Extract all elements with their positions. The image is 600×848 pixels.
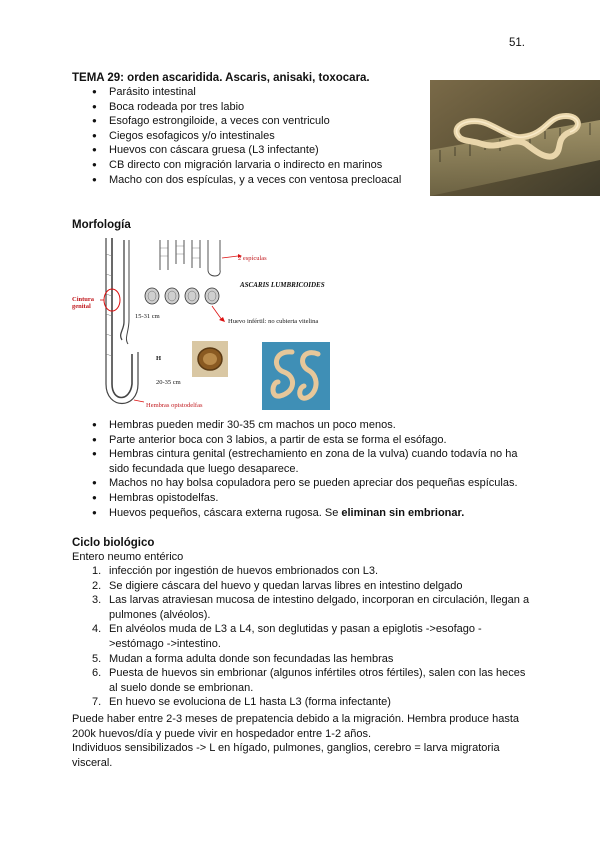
female-size-label: 20-35 cm [156,379,181,386]
cintura-genital-label: Cintura genital [72,296,95,310]
bullet-bold-text: eliminan sin embrionar. [341,506,465,519]
list-item: ● Hembras opistodelfas. [92,491,532,506]
coiled-worms-photo [262,342,330,410]
list-item: ● Macho con dos espículas, y a veces con ventosa precloacal [92,173,432,188]
step-number: 3. [92,594,102,607]
list-item: ● Boca rodeada por tres labio [92,100,432,115]
intro-bullet-list [92,85,432,187]
page-number: 51. [509,37,525,49]
list-item: ● Huevos con cáscara gruesa (L3 infectante) [92,143,432,158]
morphology-heading: Morfología [72,219,131,231]
page-title: TEMA 29: orden ascaridida. Ascaris, anisaki, toxocara. [72,72,370,84]
step-text: En alvéolos muda de L3 a L4, son deglutidas y pasan a epiglotis ->esofago ->estómago ->intestino. [109,623,482,650]
step-number: 4. [92,623,102,636]
espiculas-label: 2 espículas [238,255,267,262]
step-text: En huevo se evoluciona de L1 hasta L3 (forma infectante) [109,696,391,709]
female-mark-label: H [156,355,162,362]
step-number: 6. [92,667,102,680]
list-item: ● Parásito intestinal [92,85,432,100]
male-size-label: 15-31 cm [135,313,160,320]
bullet-text: Huevos pequeños, cáscara externa rugosa. Se [109,506,342,519]
list-item [92,506,532,521]
ascaris-ruler-photo [430,80,600,196]
larva-migratoria-paragraph: Individuos sensibilizados -> L en hígado, pulmones, ganglios, cerebro = larva migratoria visceral. [72,742,500,769]
list-item: ● Hembras pueden medir 30-35 cm machos un poco menos. [92,418,532,433]
list-item [92,593,532,622]
list-item [92,695,532,710]
prepatency-paragraph: Puede haber entre 2-3 meses de prepatencia debido a la migración. Hembra produce hasta 200k huevos/día y puede vivir en hospedador entre 1-2 años. [72,713,519,740]
step-number: 1. [92,565,102,577]
list-item: ● Parte anterior boca con 3 labios, a partir de esta se forma el esófago. [92,433,532,448]
cycle-heading: Ciclo biológico [72,537,155,549]
list-item: ● Ciegos esofagicos y/o intestinales [92,129,432,144]
step-text: Se digiere cáscara del huevo y quedan larvas libres en intestino delgado [109,579,463,592]
step-number: 5. [92,652,102,665]
cycle-subtitle: Entero neumo entérico [72,551,184,563]
morphology-bullet-list [92,418,532,520]
list-item: ● CB directo con migración larvaria o indirecto en marinos [92,158,432,173]
list-item [92,579,532,594]
list-item: ● Esofago estrongiloide, a veces con ventriculo [92,114,432,129]
egg-micrograph [192,341,228,377]
list-item [92,622,532,651]
hembras-opistodelfas-label: Hembras opistodelfas [146,402,203,409]
cycle-steps-list [92,564,532,710]
step-text: Mudan a forma adulta donde son fecundadas las hembras [109,652,394,665]
list-item: ● Machos no hay bolsa copuladora pero se pueden apreciar dos pequeñas espículas. [92,476,532,491]
step-number: 2. [92,579,102,592]
species-label: ASCARIS LUMBRICOIDES [240,281,325,289]
step-text: infección por ingestión de huevos embrionados con L3. [109,565,379,577]
list-item [92,652,532,667]
huevo-infertil-label: Huevo infértil: no cubierta vitelina [228,318,319,325]
step-number: 7. [92,696,102,709]
step-text: Las larvas atraviesan mucosa de intestino delgado, incorporan en circulación, llegan a pulmones (alvéolos). [109,594,530,621]
list-item [92,564,532,579]
step-text: Puesta de huevos sin embrionar (algunos infértiles otros fértiles), salen con las heces al suelo donde se embrionan. [109,667,526,694]
list-item: ● Hembras cintura genital (estrechamiento en zona de la vulva) cuando todavía no ha sido fecundada que luego desaparece. [92,447,532,476]
list-item [92,666,532,695]
